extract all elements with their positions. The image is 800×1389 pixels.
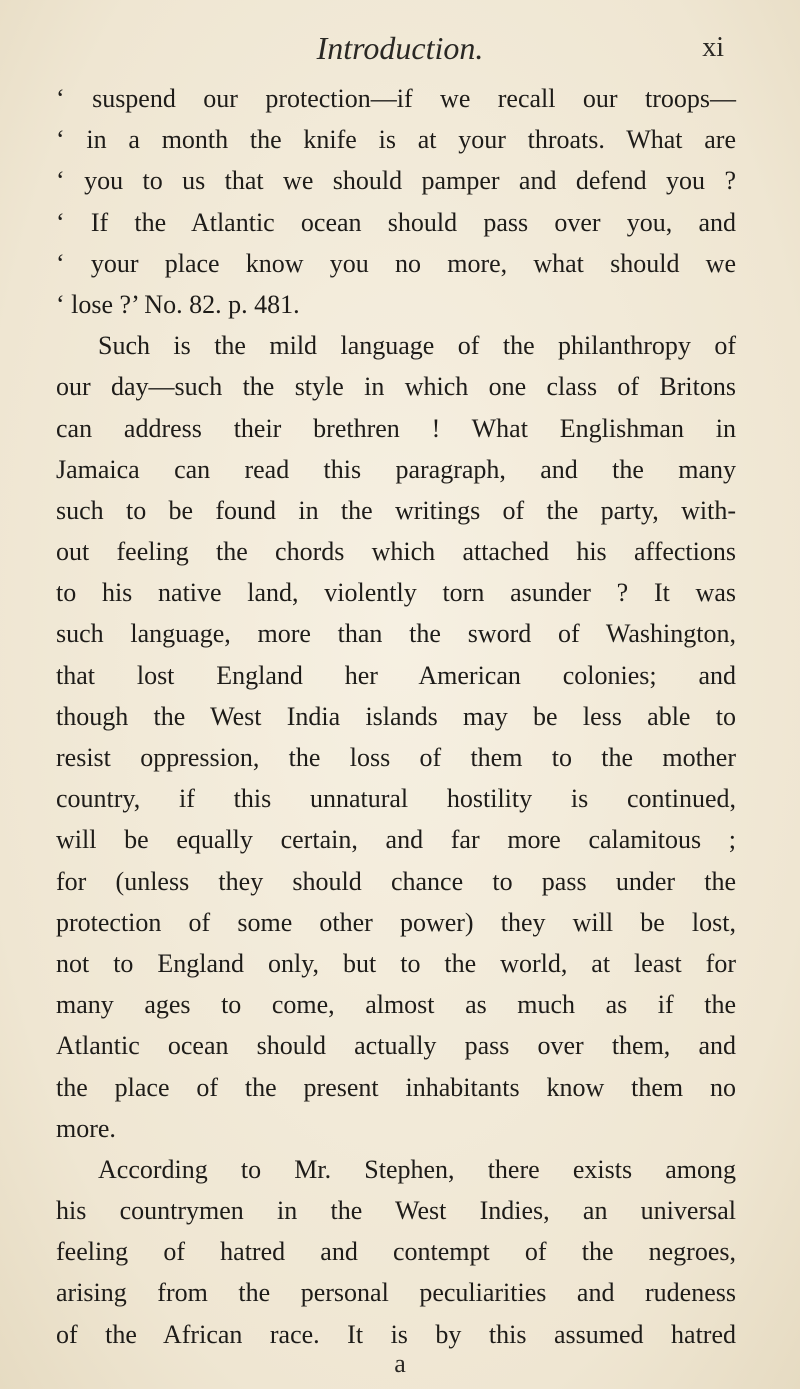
text-line: ‘ you to us that we should pamper and defend you ? <box>56 166 736 196</box>
text-line: resist oppression, the loss of them to the mother <box>56 743 736 772</box>
text-line: his countrymen in the West Indies, an universal <box>56 1196 736 1226</box>
running-title: Introduction. <box>316 30 484 66</box>
text-line: not to England only, but to the world, at least for <box>56 948 736 978</box>
text-line: such language, more than the sword of Washington, <box>56 619 736 649</box>
text-line: can address their brethren ! What Englishman in <box>56 413 736 443</box>
text-line: many ages to come, almost as much as if the <box>56 990 736 1020</box>
text-line: though the West India islands may be less able to <box>56 701 736 731</box>
text-line: out feeling the chords which attached his affections <box>56 537 736 567</box>
text-line: for (unless they should chance to pass under the <box>56 866 736 896</box>
text-line: that lost England her American colonies; and <box>56 660 736 690</box>
text-line: such to be found in the writings of the party, with- <box>56 495 736 525</box>
text-line: ‘ If the Atlantic ocean should pass over you, and <box>56 207 736 237</box>
text-line: country, if this unnatural hostility is continued, <box>56 784 736 814</box>
text-line: to his native land, violently torn asunder ? It was <box>56 578 736 608</box>
text-line: ‘ lose ?’ No. 82. p. 481. <box>56 289 300 319</box>
text-line: arising from the personal peculiarities and rudeness <box>56 1278 736 1308</box>
text-line: the place of the present inhabitants know them no <box>56 1072 736 1102</box>
text-line: will be equally certain, and far more calamitous ; <box>56 825 736 855</box>
paragraph-start: According to Mr. Stephen, there exists among <box>98 1154 736 1184</box>
text-line: of the African race. It is by this assumed hatred <box>56 1319 736 1349</box>
text-line: feeling of hatred and contempt of the negroes, <box>56 1237 736 1267</box>
paragraph-start: Such is the mild language of the philanthropy of <box>98 331 736 361</box>
text-line: our day—such the style in which one class of Britons <box>56 372 736 402</box>
page-header <box>0 30 800 70</box>
text-line: ‘ in a month the knife is at your throats. What are <box>56 125 736 155</box>
text-line: protection of some other power) they will be lost, <box>56 907 736 937</box>
page-number: xi <box>702 32 724 63</box>
text-line: Atlantic ocean should actually pass over them, and <box>56 1031 736 1061</box>
text-line: Jamaica can read this paragraph, and the many <box>56 454 736 484</box>
signature-mark: a <box>394 1349 406 1378</box>
body-text <box>56 78 736 1355</box>
text-line: ‘ your place know you no more, what should we <box>56 248 736 278</box>
text-line: more. <box>56 1113 116 1143</box>
text-line: ‘ suspend our protection—if we recall our troops— <box>56 84 736 113</box>
